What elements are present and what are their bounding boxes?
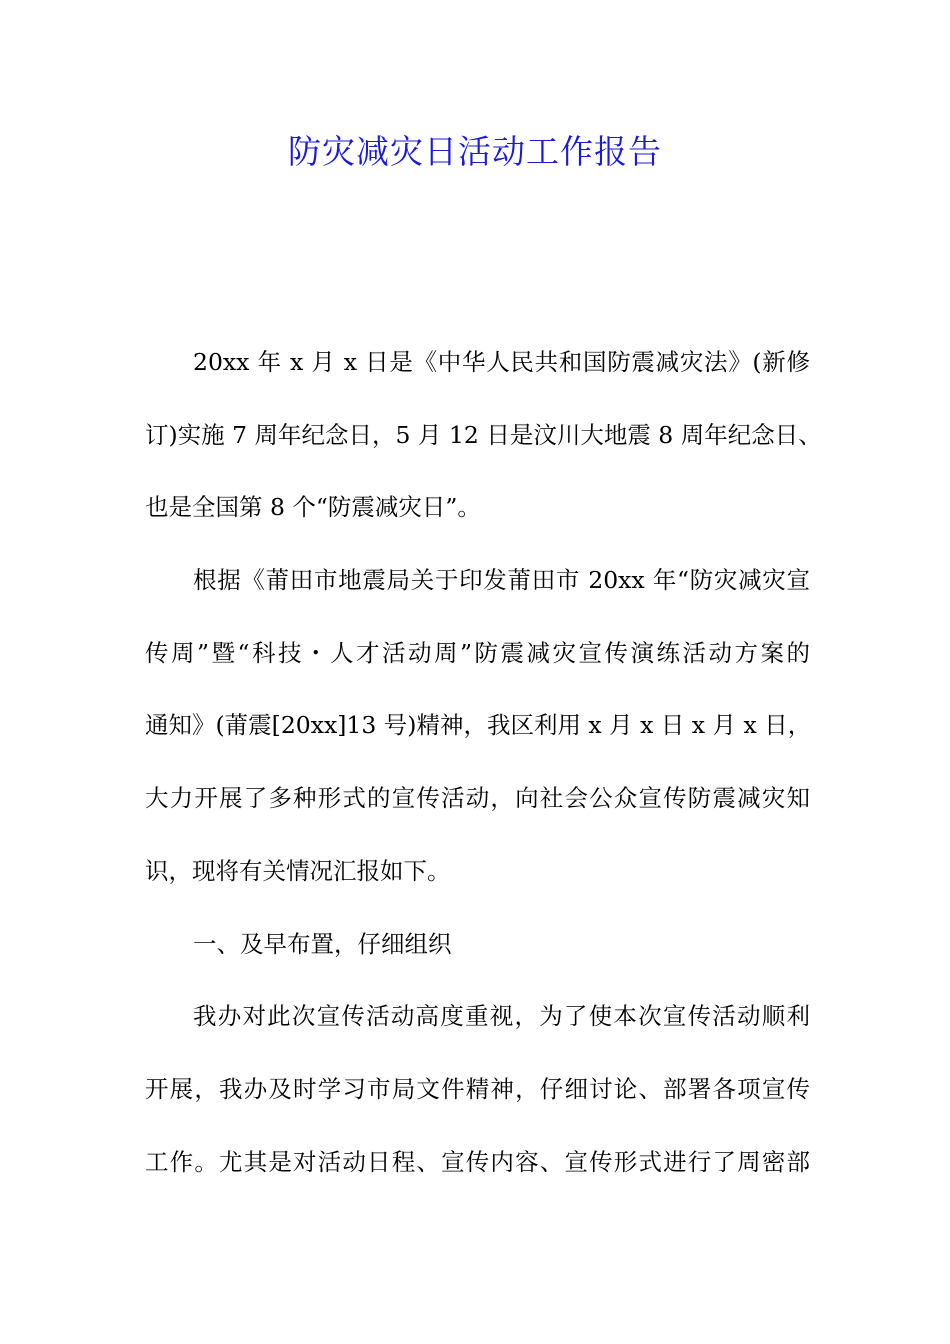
paragraph-line: 大力开展了多种形式的宣传活动，向社会公众宣传防震减灾知	[145, 784, 810, 813]
paragraph-line: 识，现将有关情况汇报如下。	[145, 856, 451, 885]
paragraph-line: 订)实施 7 周年纪念日，5 月 12 日是汶川大地震 8 周年纪念日、	[145, 420, 822, 449]
paragraph-line: 通知》(莆震[20xx]13 号)精神，我区利用 x 月 x 日 x 月 x 日，	[145, 711, 812, 740]
paragraph-line: 传周”暨“科技・人才活动周”防震减灾宣传演练活动方案的	[145, 638, 810, 667]
paragraph-line: 也是全国第 8 个“防震减灾日”。	[145, 493, 481, 522]
document-body	[145, 336, 822, 1208]
paragraph-line: 我办对此次宣传活动高度重视，为了使本次宣传活动顺利	[193, 1002, 810, 1031]
document-title: 防灾减灾日活动工作报告	[288, 132, 662, 171]
paragraph-line: 开展，我办及时学习市局文件精神，仔细讨论、部署各项宣传	[145, 1074, 810, 1103]
paragraph-line: 根据《莆田市地震局关于印发莆田市 20xx 年“防灾减灾宣	[193, 566, 810, 595]
section-heading: 一、及早布置，仔细组织	[193, 929, 452, 958]
paragraph-line: 20xx 年 x 月 x 日是《中华人民共和国防震减灾法》(新修	[193, 348, 810, 376]
paragraph-line: 工作。尤其是对活动日程、宣传内容、宣传形式进行了周密部	[145, 1147, 810, 1176]
